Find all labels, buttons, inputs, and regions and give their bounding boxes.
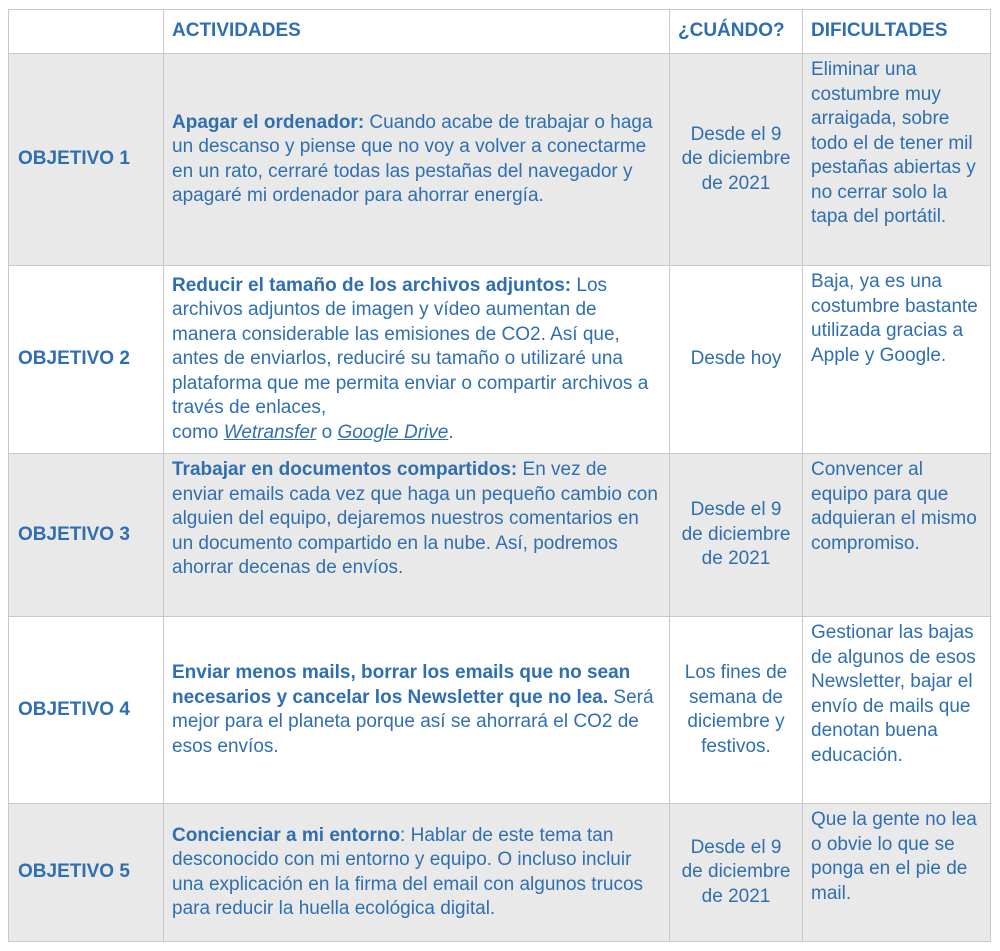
objective-label: OBJETIVO 2 (9, 266, 164, 454)
objective-label: OBJETIVO 1 (9, 54, 164, 266)
when-cell: Los fines de semana de diciembre y festivos. (670, 617, 803, 804)
activity-cell (164, 454, 670, 617)
header-blank-cell (9, 10, 164, 54)
activity-cell (164, 266, 670, 454)
activity-title: Trabajar en documentos compartidos: (172, 459, 518, 480)
header-row (9, 10, 991, 54)
activity-cell (164, 804, 670, 942)
when-cell: Desde el 9 de diciembre de 2021 (670, 54, 803, 266)
difficulty-cell: Que la gente no lea o obvie lo que se ponga en el pie de mail. (803, 804, 991, 942)
when-cell: Desde el 9 de diciembre de 2021 (670, 804, 803, 942)
wetransfer-link[interactable]: Wetransfer (223, 421, 317, 443)
difficulty-cell: Eliminar una costumbre muy arraigada, sobre todo el de tener mil pestañas abiertas y no cerrar solo la tapa del portátil. (803, 54, 991, 266)
difficulty-cell: Gestionar las bajas de algunos de esos Newsletter, bajar el envío de mails que denotan buena educación. (803, 617, 991, 804)
table-row (9, 617, 991, 804)
activity-title: Concienciar a mi entorno (172, 824, 401, 846)
when-cell: Desde el 9 de diciembre de 2021 (670, 454, 803, 617)
activity-title: Enviar menos mails, borrar los emails que no sean necesarios y cancelar los Newsletter que no lea. (172, 662, 631, 708)
activity-cell (164, 54, 670, 266)
table-row (9, 266, 991, 454)
table-row (9, 804, 991, 942)
header-difficulties: DIFICULTADES (803, 10, 991, 54)
header-activities: ACTIVIDADES (164, 10, 670, 54)
difficulty-cell: Baja, ya es una costumbre bastante utilizada gracias a Apple y Google. (803, 266, 991, 454)
objective-label: OBJETIVO 5 (9, 804, 164, 942)
activity-cell (164, 617, 670, 804)
activity-tail-suffix: . (448, 421, 454, 443)
difficulty-cell: Convencer al equipo para que adquieran el mismo compromiso. (803, 454, 991, 617)
table-row (9, 454, 991, 617)
activity-description: Cuando acabe de trabajar o haga un descanso y piense que no voy a volver a conectarme en un rato, cerraré todas las pestañas del navegador y apagaré mi ordenador para ahorrar energía. (172, 111, 653, 206)
activity-description: Los archivos adjuntos de imagen y vídeo aumentan de manera considerable las emisiones de CO2. Así que, antes de enviarlos, reduciré su tamaño o utilizaré una plataforma que me permita enviar o compartir archivos a través de enlaces, (172, 274, 649, 419)
activity-description: Será mejor para el planeta porque así se ahorrará el CO2 de esos envíos. (172, 686, 654, 757)
objective-label: OBJETIVO 3 (9, 454, 164, 617)
activity-description: : Hablar de este tema tan desconocido con mi entorno y equipo. O incluso incluir una explicación en la firma del email con algunos trucos para reducir la huella ecológica digital. (172, 824, 644, 919)
objective-label: OBJETIVO 4 (9, 617, 164, 804)
header-when: ¿CUÁNDO? (670, 10, 803, 54)
when-cell: Desde hoy (670, 266, 803, 454)
table-row (9, 54, 991, 266)
activity-tail-prefix: como (172, 421, 224, 443)
activity-title: Reducir el tamaño de los archivos adjuntos: (172, 274, 572, 296)
activity-description: En vez de enviar emails cada vez que haga un pequeño cambio con alguien del equipo, dejaremos nuestros comentarios en un documento compartido en la nube. Así, podremos ahorrar decenas de envíos. (172, 459, 658, 578)
activity-title: Apagar el ordenador: (172, 111, 365, 133)
objectives-table (8, 9, 991, 942)
link-joiner: o (316, 421, 338, 443)
google-drive-link[interactable]: Google Drive (337, 421, 449, 443)
